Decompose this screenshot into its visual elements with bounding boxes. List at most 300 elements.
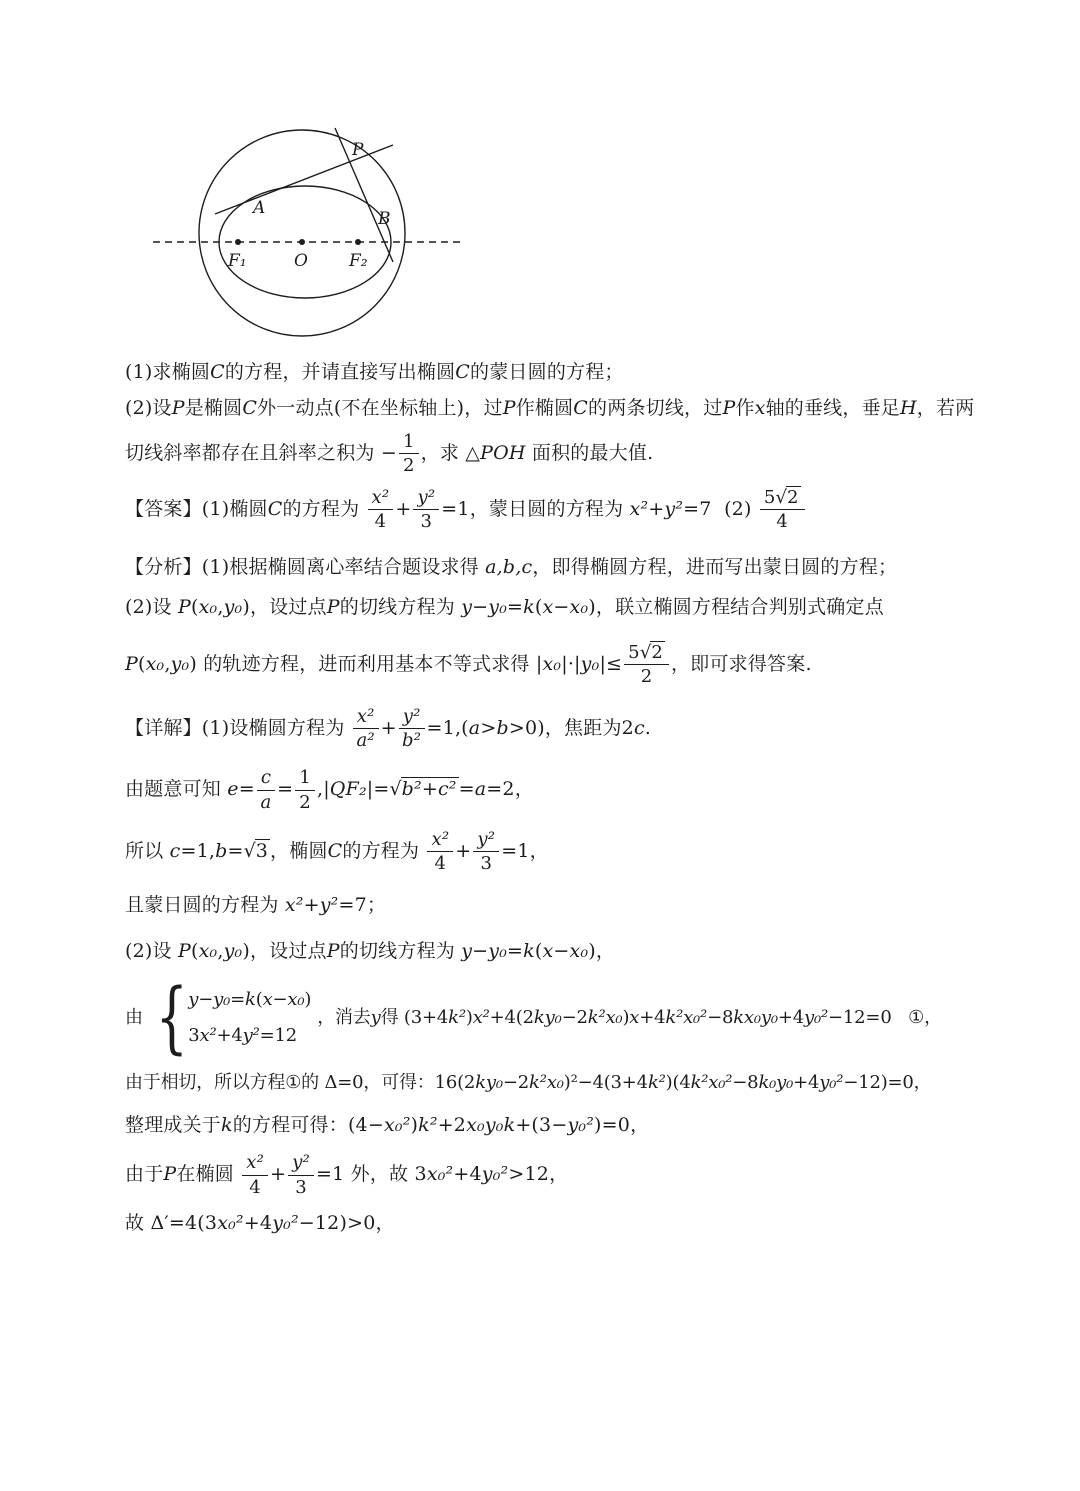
text-run: =: [230, 989, 246, 1011]
fraction: [397, 706, 427, 752]
math-italic-run: C: [573, 397, 589, 419]
text-run: −: [380, 441, 397, 464]
math-italic-run: ky₀: [533, 1007, 562, 1029]
text-run: +(3−: [515, 1114, 568, 1137]
text-run: −12=0: [828, 1007, 892, 1029]
equation-system: { y−y₀=k(x−x₀) 3x²+4y²=12: [155, 973, 312, 1064]
math-italic-run: x²: [284, 894, 304, 917]
math-italic-run: x: [262, 989, 273, 1011]
math-italic-run: x₀: [145, 652, 165, 675]
figure-ellipse-monge-circle: [145, 112, 1020, 353]
math-italic-run: x₀²: [426, 1163, 454, 1186]
text-run: 1: [299, 767, 311, 789]
text-run: +4: [216, 1025, 243, 1047]
math-italic-run: C: [327, 839, 343, 862]
label-f1: F₁: [228, 251, 247, 271]
answer-line: [125, 487, 1020, 533]
square-root: [244, 839, 270, 862]
solution-line-3: [125, 829, 1020, 875]
math-italic-run: y²: [664, 497, 684, 520]
tangent-line-pa: [215, 145, 393, 214]
text-run: ，: [630, 1114, 650, 1137]
fraction-numerator: [368, 487, 394, 510]
text-run: 所以: [125, 839, 170, 862]
fraction-denominator: [760, 510, 805, 532]
fraction-numerator: [242, 1152, 268, 1175]
text-run: ，椭圆: [270, 839, 328, 862]
math-italic-run: y²: [417, 486, 436, 508]
text-run: 的切线方程为: [339, 596, 462, 619]
text-run: ，设过点: [249, 596, 327, 619]
text-run: =1,: [180, 839, 216, 862]
fraction-numerator: [288, 1152, 314, 1175]
center-o-dot: [299, 239, 305, 245]
math-italic-run: k: [221, 1114, 233, 1137]
text-run: 5: [628, 642, 640, 664]
text-run: 1: [402, 431, 415, 452]
text-run: △: [465, 441, 481, 464]
math-italic-run: C: [455, 361, 471, 383]
fraction: [758, 487, 807, 533]
math-italic-run: k²: [647, 1072, 666, 1094]
square-root: [776, 486, 801, 508]
text-run: 在椭圆: [176, 1163, 241, 1186]
text-run: (: [255, 989, 263, 1011]
text-run: 的方程可得：: [232, 1114, 348, 1137]
text-run: −: [198, 989, 214, 1011]
text-run: −8: [707, 1007, 734, 1029]
text-run: >12: [508, 1163, 550, 1186]
text-run: ，: [549, 1163, 569, 1186]
text-run: =12: [259, 1025, 298, 1047]
text-run: 轴的垂线，垂足: [765, 397, 900, 419]
equation-system-row: [188, 1018, 311, 1054]
text-run: 16(2: [434, 1072, 476, 1094]
problem-line-1: [125, 357, 1020, 387]
math-italic-run: k²x₀²: [665, 1007, 708, 1029]
math-italic-run: P: [326, 596, 340, 619]
text-run: 3: [480, 853, 493, 875]
math-italic-run: y₀: [580, 652, 600, 675]
text-run: ，: [514, 778, 534, 801]
fraction: [411, 487, 441, 533]
text-run: =7: [338, 894, 367, 917]
text-run: ，联立椭圆方程结合判别式确定点: [595, 596, 884, 619]
text-run: (2)设: [125, 940, 178, 963]
text-run: 是椭圆: [184, 397, 243, 419]
fraction-denominator: [242, 1176, 268, 1198]
text-run: 3: [188, 1025, 200, 1047]
math-italic-run: k²x₀: [529, 1072, 564, 1094]
math-italic-run: ky₀: [475, 1072, 503, 1094]
solution-line-1: [125, 706, 1020, 752]
radical-sign: √: [389, 778, 401, 801]
text-run: 面积的最大值.: [525, 441, 654, 464]
math-italic-run: a,b,c: [485, 556, 533, 579]
text-run: ，: [529, 839, 549, 862]
text-run: ，求: [420, 441, 466, 464]
fraction: [293, 767, 317, 813]
text-run: 3: [414, 1163, 427, 1186]
math-italic-run: x₀: [198, 596, 218, 619]
monge-circle: [199, 130, 405, 336]
text-run: (2): [711, 497, 758, 520]
math-italic-run: x₀: [287, 989, 305, 1011]
text-run: 作: [735, 397, 755, 419]
text-run: ，可得：: [363, 1072, 435, 1094]
math-italic-run: k: [245, 989, 256, 1011]
text-run: >: [480, 716, 497, 739]
solution-line-5: [125, 936, 1020, 966]
fraction-denominator: [399, 729, 425, 751]
math-italic-run: y₀: [213, 989, 231, 1011]
math-italic-run: y²: [242, 1025, 260, 1047]
text-run: 的方程为: [342, 839, 426, 862]
text-run: ，蒙日圆的方程为: [469, 497, 630, 520]
text-run: (: [534, 940, 543, 963]
solution-line-4: [125, 890, 1020, 920]
text-run: ，: [913, 1072, 932, 1094]
text-run: +4: [243, 1211, 273, 1234]
text-run: Δ′=4(3: [150, 1211, 218, 1234]
fraction-numerator: [399, 431, 419, 454]
text-run: 4: [776, 510, 789, 532]
fraction-numerator: [427, 829, 453, 852]
text-run: 得: [380, 1007, 404, 1029]
fraction-numerator: [257, 767, 275, 790]
text-run: 【分析】(1)根据椭圆离心率结合题设求得: [125, 556, 486, 579]
text-run: −: [553, 940, 570, 963]
label-f2: F₂: [349, 251, 368, 271]
fraction: [240, 1152, 270, 1198]
math-italic-run: POH: [480, 441, 526, 464]
text-run: 4: [374, 510, 387, 532]
text-run: =: [227, 839, 244, 862]
text-run: =: [507, 596, 524, 619]
text-run: 2: [787, 486, 799, 508]
fraction-numerator: [760, 487, 805, 510]
math-italic-run: x₀: [569, 596, 589, 619]
text-run: 3: [295, 1176, 307, 1198]
math-italic-run: y₀: [170, 652, 190, 675]
math-italic-run: C: [210, 361, 225, 383]
math-italic-run: a: [474, 778, 487, 801]
fraction-numerator: [413, 487, 439, 510]
math-italic-run: y: [188, 989, 199, 1011]
math-italic-run: k²: [418, 1114, 438, 1137]
text-run: −12)>0: [298, 1211, 376, 1234]
fraction-denominator: [257, 791, 275, 813]
text-run: =1: [316, 1163, 345, 1186]
radical-sign: √: [243, 839, 255, 862]
text-run: −12)=0: [843, 1072, 914, 1094]
math-italic-run: k²x₀: [587, 1007, 623, 1029]
math-italic-run: x²: [371, 486, 390, 508]
math-italic-run: y²: [292, 1152, 310, 1174]
math-italic-run: b²: [401, 778, 422, 801]
math-italic-run: y: [370, 1007, 381, 1029]
math-italic-run: C: [242, 397, 258, 419]
text-run: +4(2: [489, 1007, 534, 1029]
text-run: +4: [777, 1007, 805, 1029]
problem-line-3: [125, 431, 1020, 477]
problem-line-2: [125, 393, 1020, 423]
math-italic-run: b: [215, 839, 228, 862]
math-italic-run: y₀: [488, 940, 508, 963]
text-run: 4: [249, 1176, 261, 1198]
text-run: −: [553, 596, 570, 619]
text-run: ): [622, 1007, 630, 1029]
solution-line-6: [125, 973, 1020, 1064]
text-run: =2: [486, 778, 515, 801]
text-run: 【答案】(1)椭圆: [125, 497, 268, 520]
math-italic-run: x: [629, 1007, 640, 1029]
text-run: (: [137, 652, 146, 675]
text-run: >0): [508, 716, 545, 739]
math-italic-run: y₀²: [819, 1072, 844, 1094]
fraction: [425, 829, 455, 875]
math-italic-run: x₀: [569, 940, 589, 963]
math-italic-run: k₀y₀: [758, 1072, 794, 1094]
fraction-numerator: [473, 829, 499, 852]
text-run: ): [588, 596, 596, 619]
text-run: 故: [125, 1211, 151, 1234]
math-italic-run: k²: [448, 1007, 466, 1029]
math-italic-run: C: [267, 497, 283, 520]
text-run: 作椭圆: [515, 397, 574, 419]
label-o: O: [294, 251, 308, 271]
solution-line-10: [125, 1208, 1020, 1238]
text-run: 的蒙日圆的方程；: [470, 361, 624, 383]
text-run: )²−4(3+4: [563, 1072, 648, 1094]
text-run: ,: [217, 940, 224, 963]
fraction-denominator: [288, 1176, 314, 1198]
page: [0, 112, 1080, 1238]
text-run: ): [242, 596, 250, 619]
text-run: ，: [375, 1211, 395, 1234]
text-run: 2: [651, 642, 664, 664]
text-run: 3: [255, 839, 269, 862]
square-root: [390, 777, 459, 800]
math-italic-run: x: [542, 596, 554, 619]
equation-system-rows: [188, 982, 311, 1054]
text-run: +: [421, 778, 438, 801]
math-italic-run: c: [169, 839, 181, 862]
label-p: P: [352, 140, 364, 160]
math-italic-run: y₀²: [567, 1114, 595, 1137]
math-italic-run: x₀: [198, 940, 218, 963]
text-run: ，: [595, 940, 616, 963]
text-run: ，消去: [317, 1007, 371, 1029]
text-run: =1,(: [426, 716, 469, 739]
text-run: (3+4: [403, 1007, 449, 1029]
text-run: ,: [217, 596, 224, 619]
math-italic-run: y₀²: [272, 1211, 299, 1234]
label-a: A: [253, 198, 266, 218]
text-run: +: [648, 497, 665, 520]
math-italic-run: x₀²: [217, 1211, 244, 1234]
text-run: 的方程为: [282, 497, 366, 520]
fraction-numerator: [624, 642, 669, 665]
text-run: ): [588, 940, 596, 963]
math-italic-run: a²: [356, 729, 375, 751]
text-run: ): [465, 1007, 473, 1029]
fraction-numerator: [353, 706, 379, 729]
math-italic-run: P: [177, 596, 191, 619]
text-run: ，即得椭圆方程，进而写出蒙日圆的方程；: [532, 556, 898, 579]
math-italic-run: P: [502, 397, 516, 419]
math-italic-run: c: [260, 767, 272, 789]
text-run: +4: [793, 1072, 820, 1094]
analysis-line-3: [125, 642, 1020, 688]
text-run: +4: [639, 1007, 666, 1029]
text-run: −2: [561, 1007, 588, 1029]
focus-f2-dot: [355, 239, 361, 245]
math-italic-run: P: [163, 1163, 177, 1186]
math-italic-run: x²: [356, 705, 375, 727]
text-run: 2: [640, 666, 653, 688]
math-italic-run: P: [125, 652, 138, 675]
text-run: 3: [420, 510, 433, 532]
text-run: ): [189, 652, 197, 675]
text-run: +: [380, 716, 397, 739]
math-italic-run: y: [461, 596, 473, 619]
radical-sign: √: [639, 642, 651, 664]
text-run: 整理成关于: [125, 1114, 222, 1137]
math-italic-run: k: [523, 596, 535, 619]
radicand: [786, 486, 801, 508]
text-run: 的切线方程为: [339, 940, 462, 963]
text-run: ,|: [316, 778, 330, 801]
text-run: (: [190, 940, 199, 963]
text-run: |=: [366, 778, 390, 801]
math-italic-run: a: [260, 791, 272, 813]
text-run: |: [535, 652, 543, 675]
fraction-denominator: [295, 791, 315, 813]
text-run: 由于: [125, 1163, 164, 1186]
text-run: 且蒙日圆的方程为: [125, 894, 285, 917]
math-italic-run: P: [177, 940, 191, 963]
text-run: (1)求椭圆: [125, 361, 211, 383]
text-run: 由题意可知: [125, 778, 228, 801]
text-run: =1: [501, 839, 530, 862]
text-run: ；: [366, 894, 387, 917]
text-run: )=0: [594, 1114, 631, 1137]
radicand: [255, 839, 270, 862]
text-run: −: [272, 989, 288, 1011]
text-run: ，设过点: [249, 940, 327, 963]
math-italic-run: x²: [246, 1152, 265, 1174]
text-run: +4: [453, 1163, 482, 1186]
text-run: Δ=0: [324, 1072, 364, 1094]
math-italic-run: QF₂: [329, 778, 367, 801]
math-italic-run: y₀²: [804, 1007, 829, 1029]
text-run: (: [190, 596, 199, 619]
math-italic-run: x₀y₀k: [466, 1114, 516, 1137]
text-run: (2)设: [125, 596, 178, 619]
text-run: −: [472, 940, 489, 963]
math-italic-run: x: [754, 397, 766, 419]
text-run: 外，故: [344, 1163, 415, 1186]
math-italic-run: x: [542, 940, 554, 963]
fraction: [622, 642, 671, 688]
text-run: 的两条切线，过: [588, 397, 723, 419]
text-run: ，若两: [916, 397, 975, 419]
fraction-denominator: [624, 665, 669, 687]
fraction: [286, 1152, 316, 1198]
text-run: =: [458, 778, 475, 801]
math-italic-run: y₀²: [481, 1163, 509, 1186]
text-run: ，即可求得答案.: [671, 652, 812, 675]
math-italic-run: x₀²: [383, 1114, 411, 1137]
math-italic-run: b²: [402, 729, 422, 751]
math-italic-run: x²: [199, 1025, 217, 1047]
text-run: (2)设: [125, 397, 172, 419]
label-b: B: [378, 209, 391, 229]
text-run: +: [303, 894, 320, 917]
math-italic-run: x²: [472, 1007, 490, 1029]
fraction-denominator: [473, 852, 499, 874]
text-run: =: [277, 778, 294, 801]
fraction-denominator: [353, 729, 379, 751]
math-italic-run: H: [899, 397, 917, 419]
text-run: ①，: [891, 1007, 942, 1029]
text-run: 2: [402, 455, 415, 477]
text-run: 由于相切，所以方程①的: [125, 1072, 325, 1094]
math-italic-run: x²: [629, 497, 649, 520]
math-italic-run: c²: [437, 778, 457, 801]
math-italic-run: k²x₀²: [690, 1072, 733, 1094]
text-run: .: [644, 716, 652, 739]
text-run: +2: [437, 1114, 467, 1137]
text-run: |≤: [599, 652, 623, 675]
text-run: 的方程，并请直接写出椭圆: [224, 361, 456, 383]
text-run: 切线斜率都存在且斜率之积为: [125, 441, 381, 464]
math-italic-run: P: [722, 397, 736, 419]
text-run: (4−: [347, 1114, 384, 1137]
solution-line-8: [125, 1110, 1020, 1140]
text-run: 5: [763, 486, 776, 508]
fraction: [471, 829, 501, 875]
square-root: [640, 641, 665, 663]
radicand: [401, 777, 459, 800]
math-italic-run: a: [468, 716, 481, 739]
math-italic-run: c: [633, 716, 645, 739]
focus-f1-dot: [235, 239, 241, 245]
math-italic-run: y₀: [223, 596, 243, 619]
text-run: =: [238, 778, 255, 801]
text-run: 2: [299, 791, 311, 813]
text-run: ): [410, 1114, 419, 1137]
ellipse-diagram: [145, 112, 475, 349]
text-run: +: [395, 497, 412, 520]
fraction-denominator: [368, 510, 394, 532]
math-italic-run: y²: [402, 705, 421, 727]
analysis-line-2: [125, 592, 1020, 622]
fraction: [397, 431, 421, 477]
text-run: =7: [683, 497, 712, 520]
text-run: 【详解】(1)设椭圆方程为: [125, 716, 351, 739]
text-run: 的轨迹方程，进而利用基本不等式求得: [196, 652, 536, 675]
fraction-numerator: [399, 706, 425, 729]
math-italic-run: y₀: [488, 596, 508, 619]
text-run: )(4: [665, 1072, 691, 1094]
solution-line-9: [125, 1152, 1020, 1198]
math-italic-run: kx₀y₀: [733, 1007, 778, 1029]
fraction: [255, 767, 277, 813]
fraction-numerator: [295, 767, 315, 790]
math-italic-run: y²: [319, 894, 339, 917]
